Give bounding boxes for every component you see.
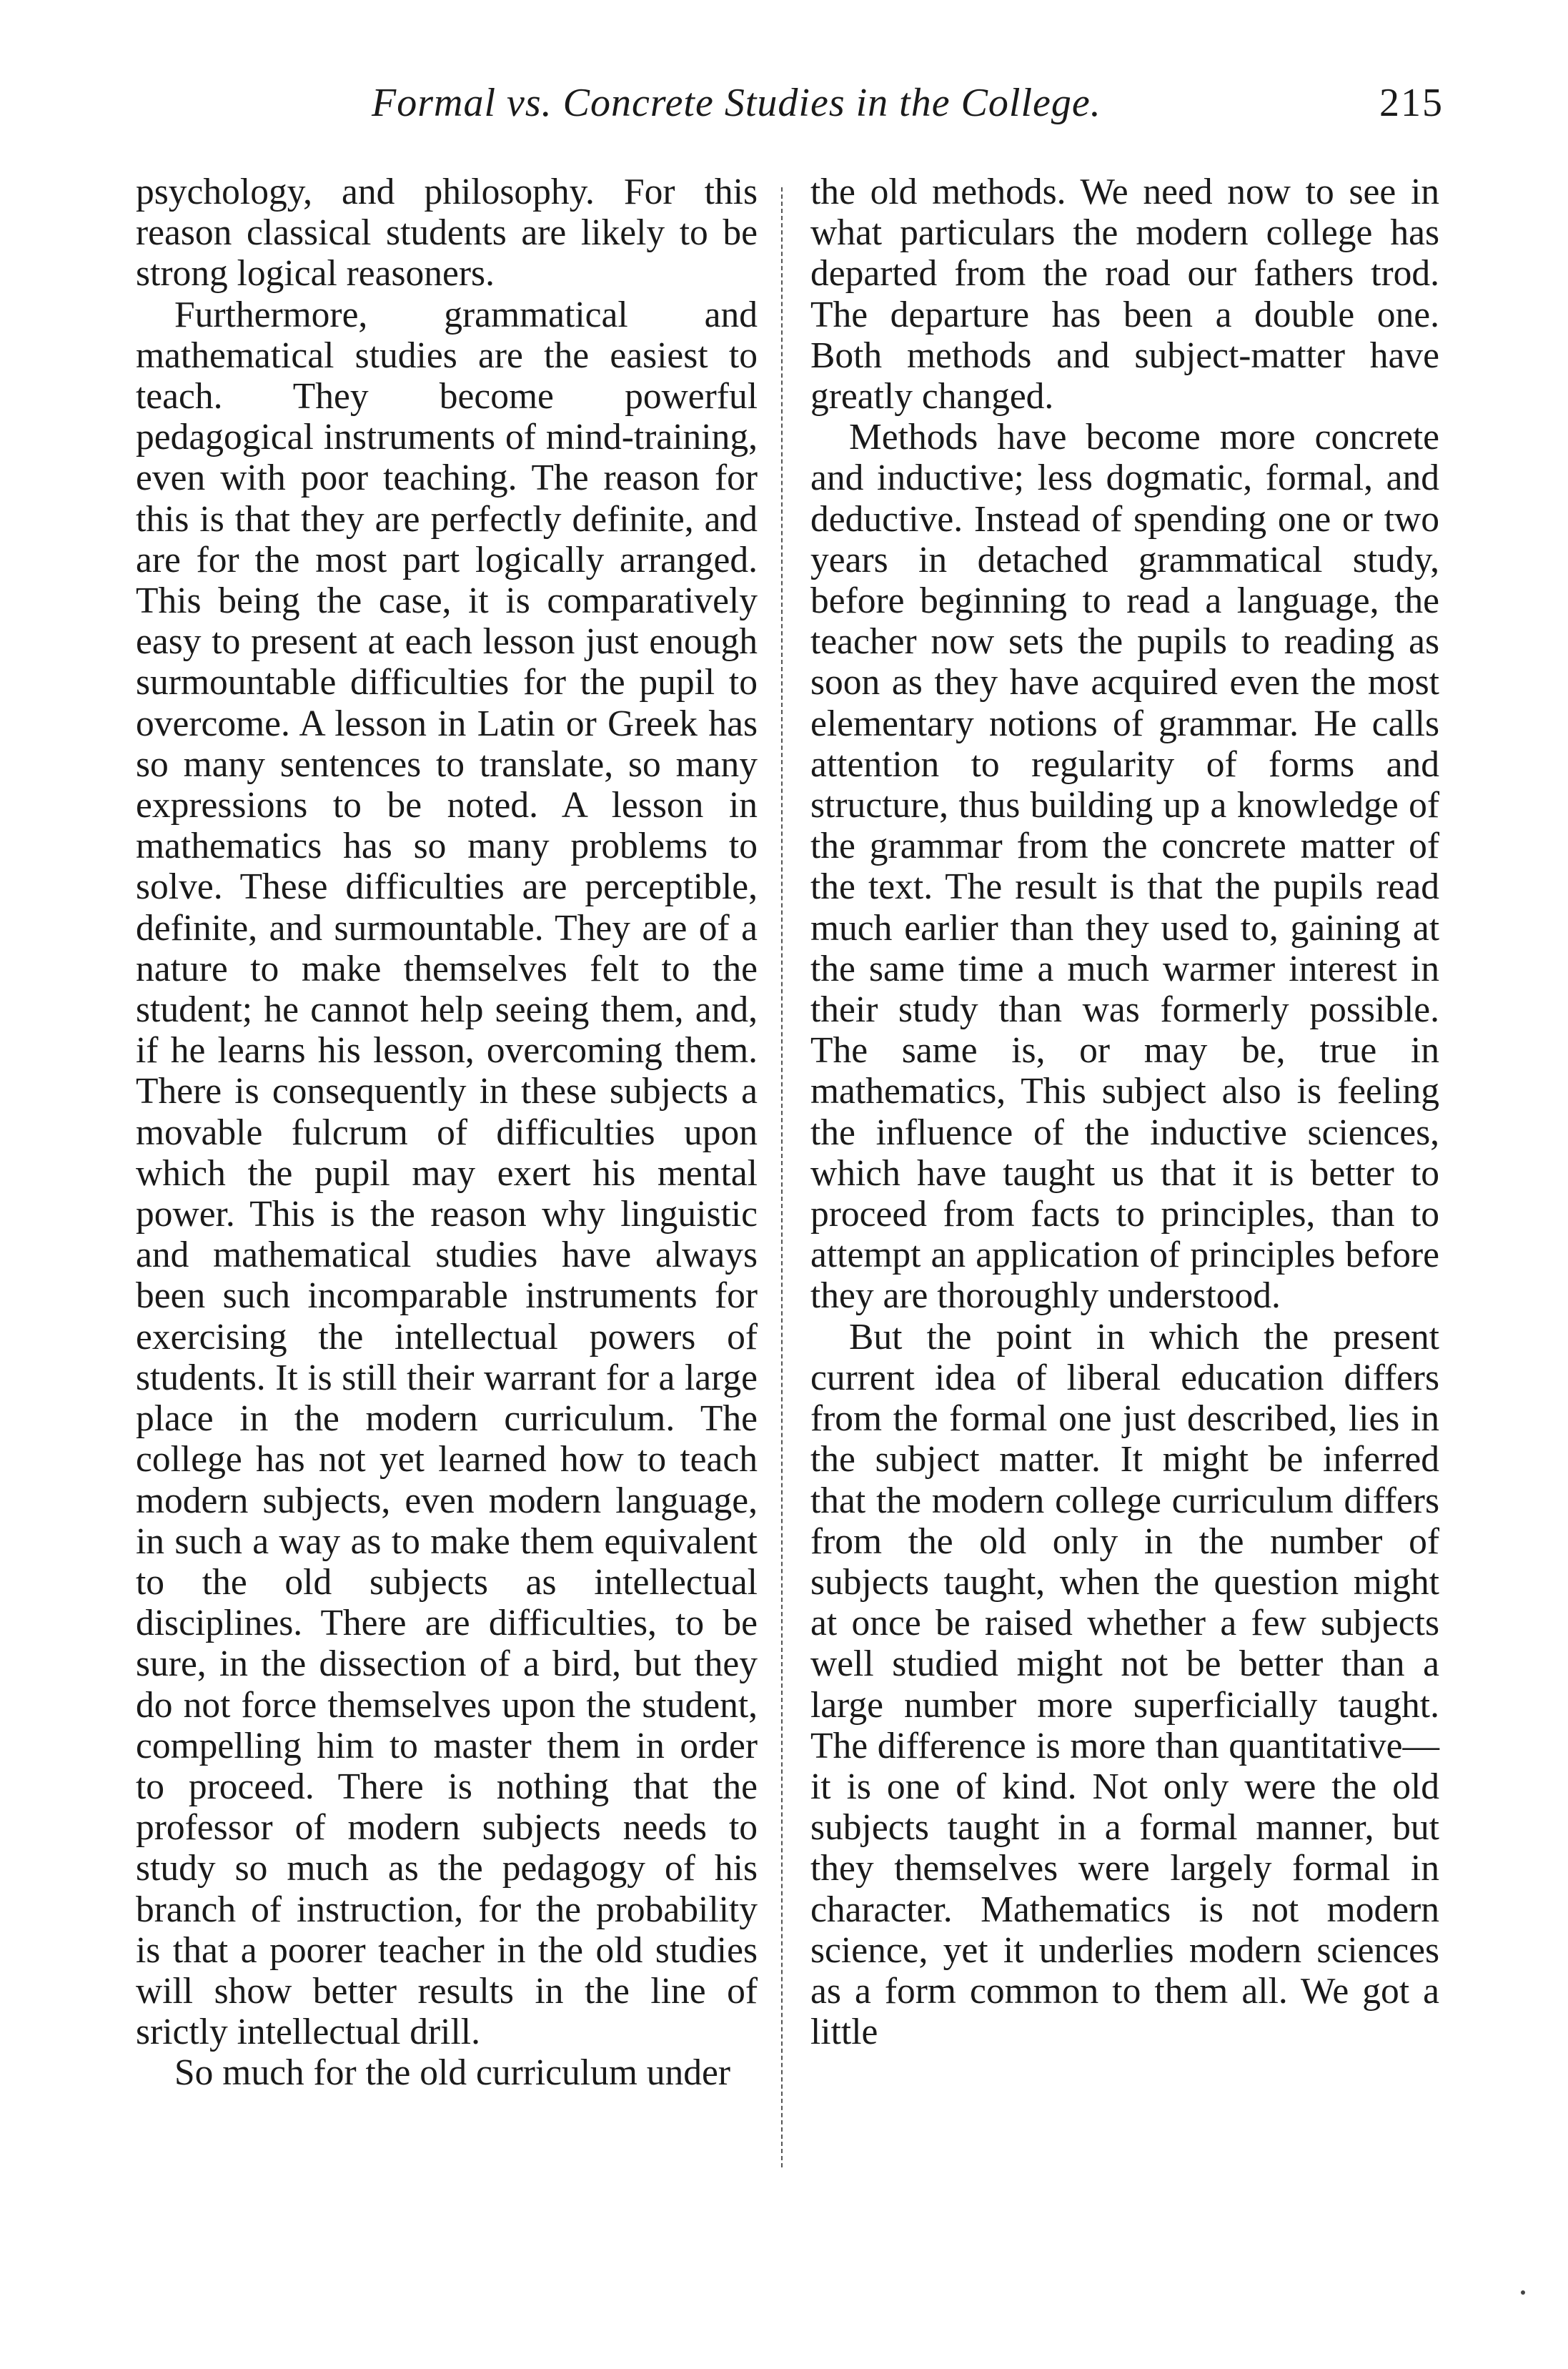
column-divider: [781, 187, 783, 2167]
paragraph: psychology, and philosophy. For this reason classical students are likely to be strong logical reasoners.: [136, 172, 758, 295]
paragraph: the old methods. We need now to see in what particulars the modern college has departed from the road our fathers trod. The departure has been a double one. Both methods and subject-matter have greatly changed.: [810, 172, 1439, 417]
page-number: 215: [1379, 81, 1444, 125]
print-speck: [1521, 2290, 1525, 2295]
paragraph: So much for the old curriculum under: [174, 2052, 731, 2094]
right-column: [810, 172, 1439, 2052]
paragraph: But the point in which the present current idea of liberal education differs from the formal one just described, lies in the subject matter. It might be inferred that the modern college curriculum differs from the old only in the number of subjects taught, when the question might at once be raised whether a few subjects well studied might not be better than a large number more superficially taught. The difference is more than quantitative—it is one of kind. Not only were the old subjects taught in a formal manner, but they themselves were largely formal in character. Mathematics is not modern science, yet it underlies modern sciences as a form common to them all. We got a little: [810, 1316, 1439, 2053]
page-header: [136, 80, 1444, 137]
left-column: [136, 172, 758, 2094]
paragraph: Furthermore, grammatical and mathematical studies are the easiest to teach. They become powerful pedagogical instruments of mind-training, even with poor teaching. The reason for this is that they are perfectly definite, and are for the most part logically arranged. This being the case, it is comparatively easy to present at each lesson just enough surmountable difficulties for the pupil to overcome. A lesson in Latin or Greek has so many sentences to translate, so many expressions to be noted. A lesson in mathematics has so many problems to solve. These difficulties are perceptible, definite, and surmountable. They are of a nature to make themselves felt to the student; he cannot help seeing them, and, if he learns his lesson, overcoming them. There is consequently in these subjects a movable fulcrum of difficulties upon which the pupil may exert his mental power. This is the reason why linguistic and mathematical studies have always been such incomparable instruments for exercising the intellectual powers of students. It is still their warrant for a large place in the modern curriculum. The college has not yet learned how to teach modern subjects, even modern language, in such a way as to make them equivalent to the old subjects as intellectual disciplines. There are difficulties, to be sure, in the dissection of a bird, but they do not force themselves upon the student, compelling him to master them in order to proceed. There is nothing that the professor of modern subjects needs to study so much as the pedagogy of his branch of instruction, for the probability is that a poorer teacher in the old studies will show better results in the line of srictly intellectual drill.: [136, 294, 758, 2053]
paragraph: Methods have become more concrete and inductive; less dogmatic, formal, and deductive. Instead of spending one or two years in detached grammatical study, before beginning to read a language, the teacher now sets the pupils to reading as soon as they have acquired even the most elementary notions of grammar. He calls attention to regularity of forms and structure, thus building up a knowledge of the grammar from the concrete matter of the text. The result is that the pupils read much earlier than they used to, gaining at the same time a much warmer interest in their study than was formerly possible. The same is, or may be, true in mathematics, This subject also is feeling the influence of the inductive sciences, which have taught us that it is better to proceed from facts to principles, than to attempt an application of principles before they are thoroughly understood.: [810, 417, 1439, 1317]
running-title: Formal vs. Concrete Studies in the College.: [372, 81, 1101, 125]
